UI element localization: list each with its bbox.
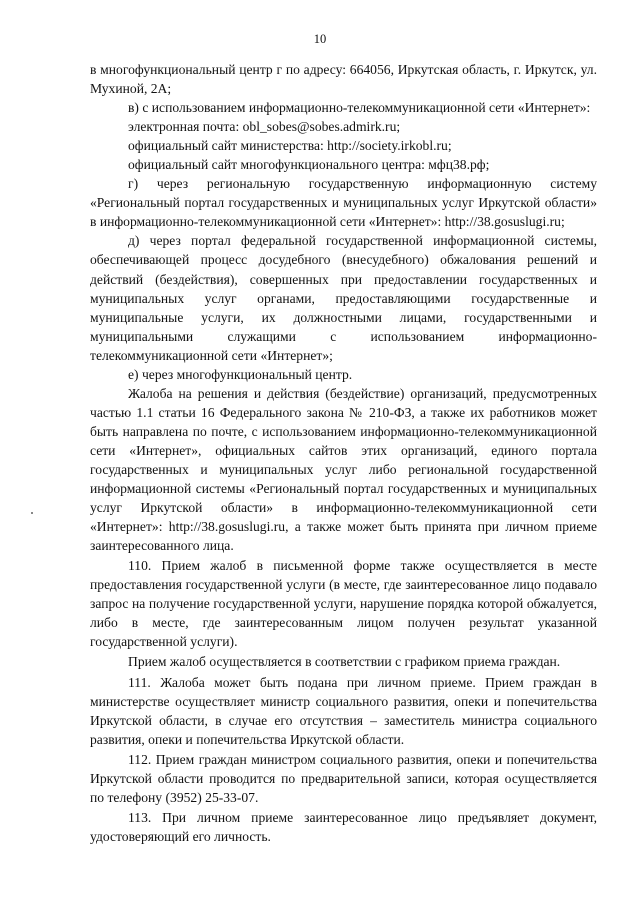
- paragraph-federal-portal: д) через портал федеральной государственной информационной системы, обеспечивающей процесс досудебного (внесудебного) обжалования решений и действий (бездействия), совершенных при предоставлении государственных и муниципальных услуг органами, предоставляющими государственные и муниципальные услуги, их должностными лицами, государственными и муниципальными служащими с использованием информационно-телекоммуникационной сети «Интернет»;: [90, 233, 597, 363]
- paragraph-item-112: 112. Прием граждан министром социального развития, опеки и попечительства Иркутской области проводится по предварительной записи, которая осуществляется по телефону (3952) 25-33-07.: [90, 751, 597, 805]
- paragraph-via-mfc: е) через многофункциональный центр.: [128, 366, 353, 382]
- paragraph-item-113: 113. При личном приеме заинтересованное лицо предъявляет документ, удостоверяющий его личность.: [90, 809, 597, 844]
- scan-speck: [31, 512, 33, 514]
- paragraph-regional-portal: г) через региональную государственную информационную систему «Региональный портал государственных и муниципальных услуг Иркутской области» в информационно-телекоммуникационной сети «Интернет»: http://38.gosuslugi.ru;: [90, 176, 597, 230]
- paragraph-mfc-site: официальный сайт многофункционального центра: мфц38.рф;: [128, 157, 490, 173]
- paragraph-complaint-organizations: Жалоба на решения и действия (бездействие) организаций, предусмотренных частью 1.1 статьи 16 Федерального закона № 210-ФЗ, а также их работников может быть направлена по почте, с использованием информационно-телекоммуникационной сети «Интернет», официальных сайтов этих организаций, единого портала государственных и муниципальных услуг либо региональной государственной информационной системы «Региональный портал государственных и муниципальных услуг Иркутской области» в информационно-телекоммуникационной сети «Интернет»: http://38.gosuslugi.ru, а также может быть принята при личном приеме заинтересованного лица.: [90, 385, 597, 554]
- paragraph-item-110: 110. Прием жалоб в письменной форме также осуществляется в месте предоставления государственной услуги (в месте, где заинтересованное лицо подавало запрос на получение государственной услуги, нарушение порядка которой обжалуется, либо в месте, где заинтересованным лицом получен результат указанной государственной услуги).: [90, 558, 597, 650]
- paragraph-mfc-address: в многофункциональный центр г по адресу: 664056, Иркутская область, г. Иркутск, ул. Мухиной, 2А;: [90, 62, 597, 97]
- paragraph-email: электронная почта: obl_sobes@sobes.admirk.ru;: [128, 119, 401, 135]
- page-number: 10: [313, 32, 327, 46]
- document-body: [90, 60, 597, 846]
- paragraph-reception-schedule: Прием жалоб осуществляется в соответствии с графиком приема граждан.: [128, 654, 561, 670]
- paragraph-ministry-site: официальный сайт министерства: http://society.irkobl.ru;: [128, 138, 452, 154]
- paragraph-item-111: 111. Жалоба может быть подана при личном приеме. Прием граждан в министерстве осуществляет министр социального развития, опеки и попечительства Иркутской области, в случае его отсутствия – заместитель министра социального развития, опеки и попечительства Иркутской области.: [90, 674, 597, 747]
- paragraph-internet-channel: в) с использованием информационно-телекоммуникационной сети «Интернет»:: [128, 100, 591, 116]
